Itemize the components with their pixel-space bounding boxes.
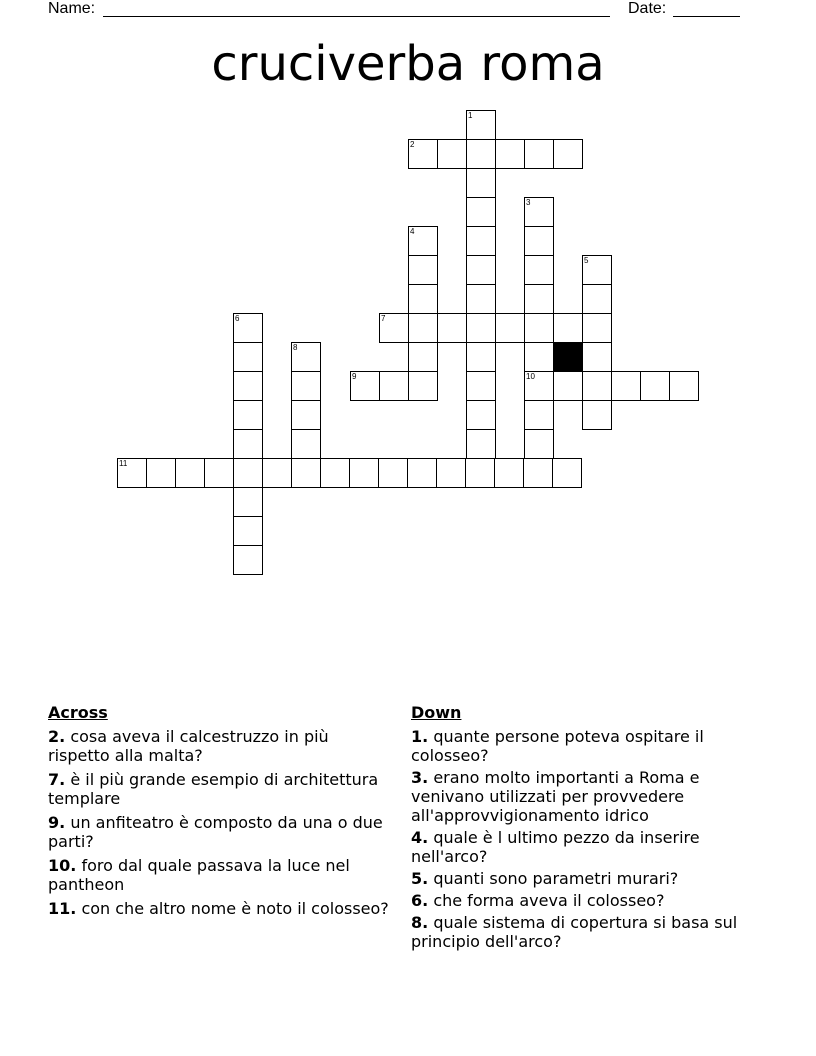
crossword-cell[interactable]	[611, 371, 641, 401]
crossword-cell[interactable]	[408, 226, 438, 256]
down-clue	[411, 768, 756, 825]
across-clue	[48, 727, 393, 765]
clue-number: 1	[468, 111, 473, 120]
crossword-cell[interactable]	[408, 255, 438, 285]
crossword-cell[interactable]	[204, 458, 234, 488]
crossword-cell[interactable]	[233, 545, 263, 575]
crossword-cell[interactable]	[553, 139, 583, 169]
clue-text: quale è l ultimo pezzo da inserire nell'arco?	[411, 828, 700, 866]
clue-number: 5.	[411, 869, 429, 888]
crossword-cell[interactable]	[466, 342, 496, 372]
crossword-cell[interactable]	[495, 139, 525, 169]
clue-number: 2.	[48, 727, 66, 746]
crossword-cell[interactable]	[553, 371, 583, 401]
crossword-cell[interactable]	[437, 139, 467, 169]
crossword-cell[interactable]	[466, 313, 496, 343]
crossword-cell[interactable]	[582, 342, 612, 372]
crossword-cell[interactable]	[262, 458, 292, 488]
clue-number: 8.	[411, 913, 429, 932]
crossword-cell[interactable]	[233, 371, 263, 401]
crossword-cell[interactable]	[524, 197, 554, 227]
across-clue	[48, 856, 393, 894]
crossword-cell[interactable]	[291, 342, 321, 372]
crossword-cell[interactable]	[291, 400, 321, 430]
down-clue	[411, 828, 756, 866]
crossword-cell[interactable]	[320, 458, 350, 488]
crossword-cell[interactable]	[582, 371, 612, 401]
crossword-cell[interactable]	[466, 400, 496, 430]
page-title: cruciverba roma	[211, 36, 605, 92]
crossword-cell[interactable]	[233, 342, 263, 372]
crossword-cell[interactable]	[408, 284, 438, 314]
clue-text: quante persone poteva ospitare il colosseo?	[411, 727, 704, 765]
across-clue	[48, 813, 393, 851]
crossword-cell[interactable]	[669, 371, 699, 401]
clue-number: 10.	[48, 856, 77, 875]
crossword-cell[interactable]	[524, 400, 554, 430]
crossword-cell[interactable]	[466, 226, 496, 256]
clue-number: 9.	[48, 813, 66, 832]
crossword-cell[interactable]	[407, 458, 437, 488]
crossword-cell[interactable]	[350, 371, 380, 401]
crossword-cell[interactable]	[291, 458, 321, 488]
crossword-cell[interactable]	[582, 284, 612, 314]
crossword-cell[interactable]	[466, 168, 496, 198]
crossword-cell[interactable]	[233, 429, 263, 459]
crossword-cell[interactable]	[466, 371, 496, 401]
name-label: Name:	[48, 0, 96, 17]
crossword-cell[interactable]	[553, 313, 583, 343]
down-heading: Down	[411, 703, 462, 722]
clue-number: 4.	[411, 828, 429, 847]
crossword-cell[interactable]	[495, 313, 525, 343]
clue-number: 10	[526, 372, 535, 381]
clue-text: con che altro nome è noto il colosseo?	[81, 899, 389, 918]
clue-number: 11	[119, 459, 128, 468]
crossword-cell[interactable]	[291, 429, 321, 459]
crossword-cell[interactable]	[582, 313, 612, 343]
crossword-cell[interactable]	[408, 139, 438, 169]
clue-text: cosa aveva il calcestruzzo in più rispetto alla malta?	[48, 727, 329, 765]
across-clues	[48, 703, 393, 923]
crossword-cell[interactable]	[524, 313, 554, 343]
clue-number: 8	[293, 343, 298, 352]
crossword-cell[interactable]	[524, 255, 554, 285]
clue-text: erano molto importanti a Roma e venivano utilizzati per provvedere all'approvvigionamento idrico	[411, 768, 700, 825]
crossword-cell[interactable]	[524, 226, 554, 256]
crossword-cell[interactable]	[494, 458, 524, 488]
clue-number: 6.	[411, 891, 429, 910]
crossword-cell[interactable]	[117, 458, 147, 488]
crossword-cell[interactable]	[233, 400, 263, 430]
crossword-cell[interactable]	[466, 429, 496, 459]
crossword-cell[interactable]	[408, 371, 438, 401]
down-clue	[411, 727, 756, 765]
crossword-cell[interactable]	[466, 110, 496, 140]
crossword-cell[interactable]	[466, 139, 496, 169]
crossword-cell[interactable]	[437, 313, 467, 343]
crossword-cell[interactable]	[436, 458, 466, 488]
crossword-cell[interactable]	[465, 458, 495, 488]
crossword-cell[interactable]	[175, 458, 205, 488]
crossword-cell[interactable]	[233, 458, 263, 488]
crossword-cell[interactable]	[524, 371, 554, 401]
crossword-cell[interactable]	[408, 342, 438, 372]
crossword-cell[interactable]	[582, 400, 612, 430]
clue-text: quanti sono parametri murari?	[433, 869, 679, 888]
crossword-cell[interactable]	[552, 458, 582, 488]
crossword-cell[interactable]	[349, 458, 379, 488]
clue-number: 6	[235, 314, 240, 323]
across-heading: Across	[48, 703, 108, 722]
clue-text: un anfiteatro è composto da una o due parti?	[48, 813, 383, 851]
crossword-cell[interactable]	[378, 458, 408, 488]
clue-number: 3.	[411, 768, 429, 787]
down-clues	[411, 703, 756, 954]
clue-number: 5	[584, 256, 589, 265]
crossword-cell[interactable]	[523, 458, 553, 488]
clue-text: foro dal quale passava la luce nel pantheon	[48, 856, 350, 894]
crossword-cell[interactable]	[408, 313, 438, 343]
clue-number: 4	[410, 227, 415, 236]
crossword-cell[interactable]	[291, 371, 321, 401]
date-label: Date:	[628, 0, 667, 17]
crossword-cell[interactable]	[233, 516, 263, 546]
clue-number: 2	[410, 140, 415, 149]
crossword-cell[interactable]	[524, 342, 554, 372]
crossword-cell[interactable]	[233, 313, 263, 343]
across-clue	[48, 770, 393, 808]
crossword-cell[interactable]	[379, 313, 409, 343]
crossword-cell[interactable]	[233, 487, 263, 517]
across-clue	[48, 899, 393, 918]
clue-text: quale sistema di copertura si basa sul principio dell'arco?	[411, 913, 738, 951]
crossword-cell[interactable]	[146, 458, 176, 488]
down-clue	[411, 913, 756, 951]
clue-number: 9	[352, 372, 357, 381]
clue-number: 7.	[48, 770, 66, 789]
clue-text: che forma aveva il colosseo?	[433, 891, 665, 910]
crossword-cell[interactable]	[524, 139, 554, 169]
crossword-cell[interactable]	[524, 284, 554, 314]
crossword-cell[interactable]	[379, 371, 409, 401]
crossword-cell[interactable]	[640, 371, 670, 401]
clue-number: 3	[526, 198, 531, 207]
clue-number: 7	[381, 314, 386, 323]
clue-number: 1.	[411, 727, 429, 746]
clue-text: è il più grande esempio di architettura templare	[48, 770, 379, 808]
crossword-cell[interactable]	[582, 255, 612, 285]
down-clue	[411, 891, 756, 910]
crossword-cell[interactable]	[466, 255, 496, 285]
black-cell	[553, 342, 583, 372]
clue-number: 11.	[48, 899, 77, 918]
down-clue	[411, 869, 756, 888]
crossword-cell[interactable]	[524, 429, 554, 459]
crossword-cell[interactable]	[466, 284, 496, 314]
crossword-cell[interactable]	[466, 197, 496, 227]
